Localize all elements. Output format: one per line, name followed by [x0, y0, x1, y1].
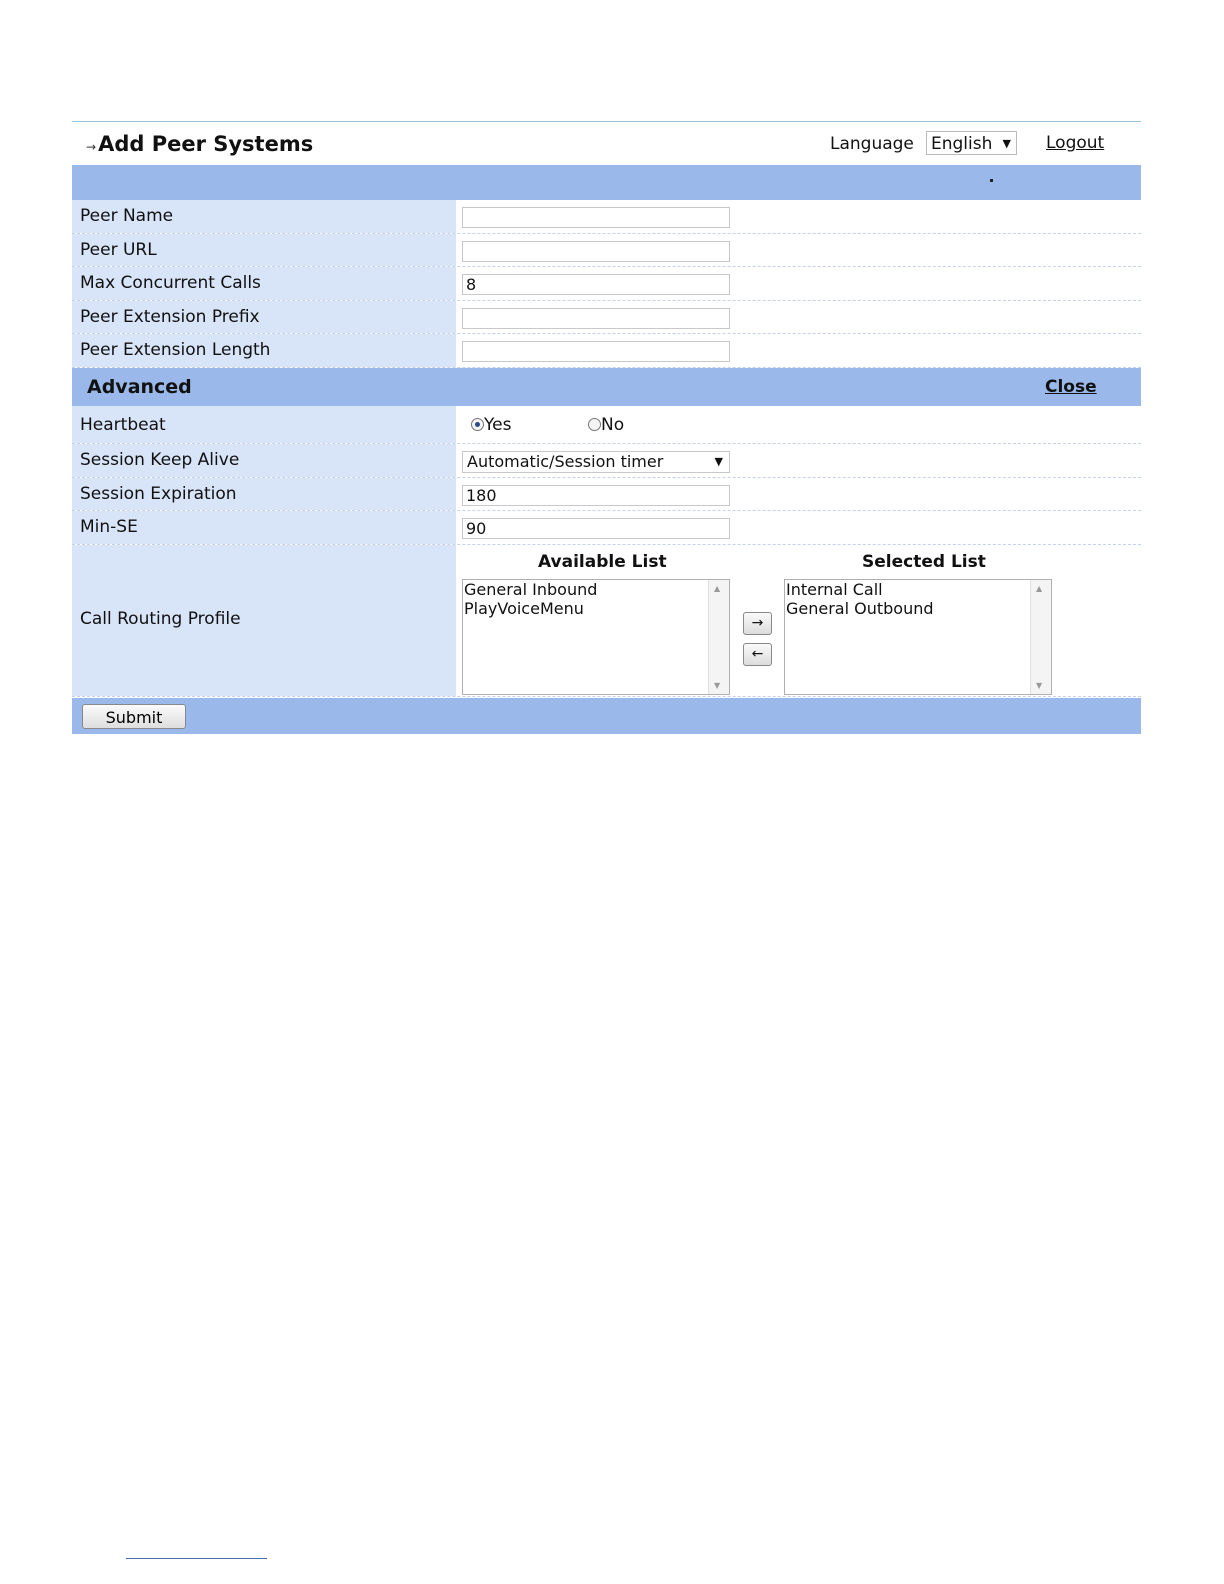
selected-list-heading: Selected List	[862, 551, 986, 572]
dot-marker	[990, 179, 993, 182]
peer-name-label: Peer Name	[72, 200, 456, 233]
keep-alive-row	[72, 444, 1141, 478]
list-item[interactable]: PlayVoiceMenu	[464, 598, 584, 618]
language-select[interactable]	[926, 131, 1017, 155]
submit-button[interactable]: Submit	[82, 704, 186, 729]
list-item[interactable]: General Outbound	[786, 598, 934, 618]
expiration-input[interactable]: 180	[462, 485, 730, 506]
footer-bar	[72, 698, 1141, 734]
chevron-down-icon: ▼	[1002, 137, 1011, 150]
list-item[interactable]: Internal Call	[786, 579, 883, 599]
scrollbar[interactable]	[708, 580, 729, 694]
heartbeat-row	[72, 406, 1141, 444]
scroll-down-icon[interactable]: ▼	[1036, 680, 1043, 690]
header	[72, 122, 1141, 165]
scrollbar[interactable]	[1030, 580, 1051, 694]
radio-checked-icon	[471, 418, 484, 431]
ext-length-label: Peer Extension Length	[72, 334, 456, 367]
peer-url-label: Peer URL	[72, 234, 456, 267]
ext-length-row	[72, 334, 1141, 368]
min-se-input[interactable]: 90	[462, 518, 730, 539]
keep-alive-label: Session Keep Alive	[72, 444, 456, 477]
heartbeat-label: Heartbeat	[72, 406, 456, 443]
available-listbox[interactable]	[462, 579, 730, 695]
footnote-divider	[126, 1558, 267, 1559]
heartbeat-yes-label: Yes	[484, 415, 512, 435]
scroll-up-icon[interactable]: ▲	[1036, 583, 1043, 593]
move-left-button[interactable]: ←	[743, 643, 772, 666]
ext-length-input[interactable]	[462, 341, 730, 362]
expiration-label: Session Expiration	[72, 478, 456, 511]
min-se-label: Min-SE	[72, 511, 456, 544]
peer-name-input[interactable]	[462, 207, 730, 228]
title-arrow-icon: →	[86, 140, 97, 154]
page-title-text: Add Peer Systems	[98, 132, 314, 156]
keep-alive-select[interactable]	[462, 451, 730, 473]
max-calls-input[interactable]: 8	[462, 274, 730, 295]
scroll-up-icon[interactable]: ▲	[714, 583, 721, 593]
scroll-down-icon[interactable]: ▼	[714, 680, 721, 690]
expiration-row	[72, 478, 1141, 512]
basic-fields	[72, 200, 1141, 368]
max-calls-row	[72, 267, 1141, 301]
add-peer-panel	[72, 121, 1141, 734]
language-value: English	[931, 134, 993, 154]
advanced-header	[72, 368, 1141, 406]
routing-row	[72, 545, 1141, 697]
advanced-fields	[72, 406, 1141, 697]
language-label: Language	[830, 134, 914, 154]
logout-link[interactable]: Logout	[1046, 133, 1105, 153]
chevron-down-icon: ▼	[714, 455, 723, 468]
max-calls-label: Max Concurrent Calls	[72, 267, 456, 300]
heartbeat-no-radio[interactable]	[588, 415, 624, 435]
keep-alive-value: Automatic/Session timer	[467, 452, 664, 471]
ext-prefix-row	[72, 301, 1141, 335]
peer-url-row	[72, 234, 1141, 268]
min-se-row	[72, 511, 1141, 545]
page-title	[86, 132, 313, 156]
available-list-heading: Available List	[538, 551, 667, 572]
toolbar-bar	[72, 165, 1141, 200]
heartbeat-no-label: No	[601, 415, 625, 435]
peer-name-row	[72, 200, 1141, 234]
routing-label: Call Routing Profile	[72, 545, 456, 696]
advanced-heading: Advanced	[87, 376, 192, 398]
selected-listbox[interactable]	[784, 579, 1052, 695]
list-item[interactable]: General Inbound	[464, 579, 598, 599]
peer-url-input[interactable]	[462, 241, 730, 262]
move-right-button[interactable]: →	[743, 612, 772, 635]
ext-prefix-input[interactable]	[462, 308, 730, 329]
close-link[interactable]: Close	[1045, 377, 1097, 397]
radio-unchecked-icon	[588, 418, 601, 431]
ext-prefix-label: Peer Extension Prefix	[72, 301, 456, 334]
heartbeat-yes-radio[interactable]	[471, 415, 511, 435]
